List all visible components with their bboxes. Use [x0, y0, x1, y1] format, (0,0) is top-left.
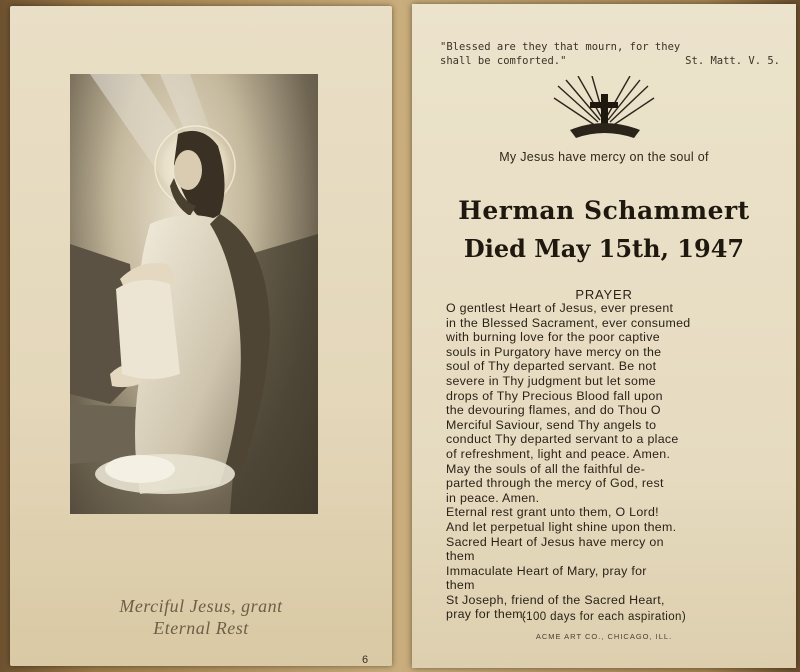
indulgence-note: (100 days for each aspiration)	[521, 611, 687, 623]
prayer-text	[446, 301, 776, 622]
prayer-line: Eternal rest grant unto them, O Lord!	[446, 505, 659, 520]
printer-credit: ACME ART CO., CHICAGO, ILL.	[535, 632, 673, 641]
deceased-name: Herman Schammert	[458, 196, 750, 225]
prayer-line: conduct Thy departed servant to a place	[446, 432, 679, 447]
caption-line-1: Merciful Jesus, grant	[119, 596, 283, 616]
praying-jesus-illustration	[70, 74, 318, 514]
prayer-line: St Joseph, friend of the Sacred Heart,	[446, 592, 665, 607]
prayer-line: souls in Purgatory have mercy on the	[446, 344, 662, 359]
mercy-line: My Jesus have mercy on the soul of	[499, 150, 709, 164]
prayer-line: the devouring flames, and do Thou O	[446, 403, 661, 418]
prayer-line: O gentlest Heart of Jesus, ever present	[446, 301, 674, 315]
prayer-line: drops of Thy Precious Blood fall upon	[446, 388, 663, 403]
prayer-line: parted through the mercy of God, rest	[446, 476, 664, 491]
prayer-line: And let perpetual light shine upon them.	[446, 519, 677, 534]
prayer-line: severe in Thy judgment but let some	[446, 373, 657, 388]
prayer-line: Sacred Heart of Jesus have mercy on	[446, 534, 664, 549]
prayer-line: with burning love for the poor captive	[446, 330, 660, 345]
prayer-line: soul of Thy departed servant. Be not	[446, 359, 657, 374]
verse-line-1: "Blessed are they that mourn, for they	[440, 41, 681, 53]
date-of-death: Died May 15th, 1947	[463, 234, 745, 263]
prayer-line: Immaculate Heart of Mary, pray for	[446, 563, 647, 578]
verse-reference: St. Matt. V. 5.	[685, 55, 780, 67]
prayer-heading: PRAYER	[575, 287, 633, 302]
verse-line-2: shall be comforted."	[440, 55, 567, 67]
holy-card-front	[10, 6, 392, 666]
illustration-drawing	[70, 74, 318, 514]
cross-rays-icon	[548, 76, 660, 142]
prayer-line: May the souls of all the faithful de-	[446, 461, 646, 476]
prayer-line: pray for them.	[446, 607, 527, 622]
prayer-line: them	[446, 578, 475, 593]
holy-card-back	[412, 4, 796, 668]
prayer-line: of refreshment, light and peace. Amen.	[446, 446, 671, 461]
page-number: 6	[362, 654, 369, 666]
prayer-line: Merciful Saviour, send Thy angels to	[446, 417, 657, 432]
caption-line-2: Eternal Rest	[153, 618, 249, 638]
prayer-line: in the Blessed Sacrament, ever consumed	[446, 315, 691, 330]
prayer-line: in peace. Amen.	[446, 490, 540, 505]
scripture-verse	[440, 40, 780, 68]
prayer-line: them	[446, 549, 475, 564]
